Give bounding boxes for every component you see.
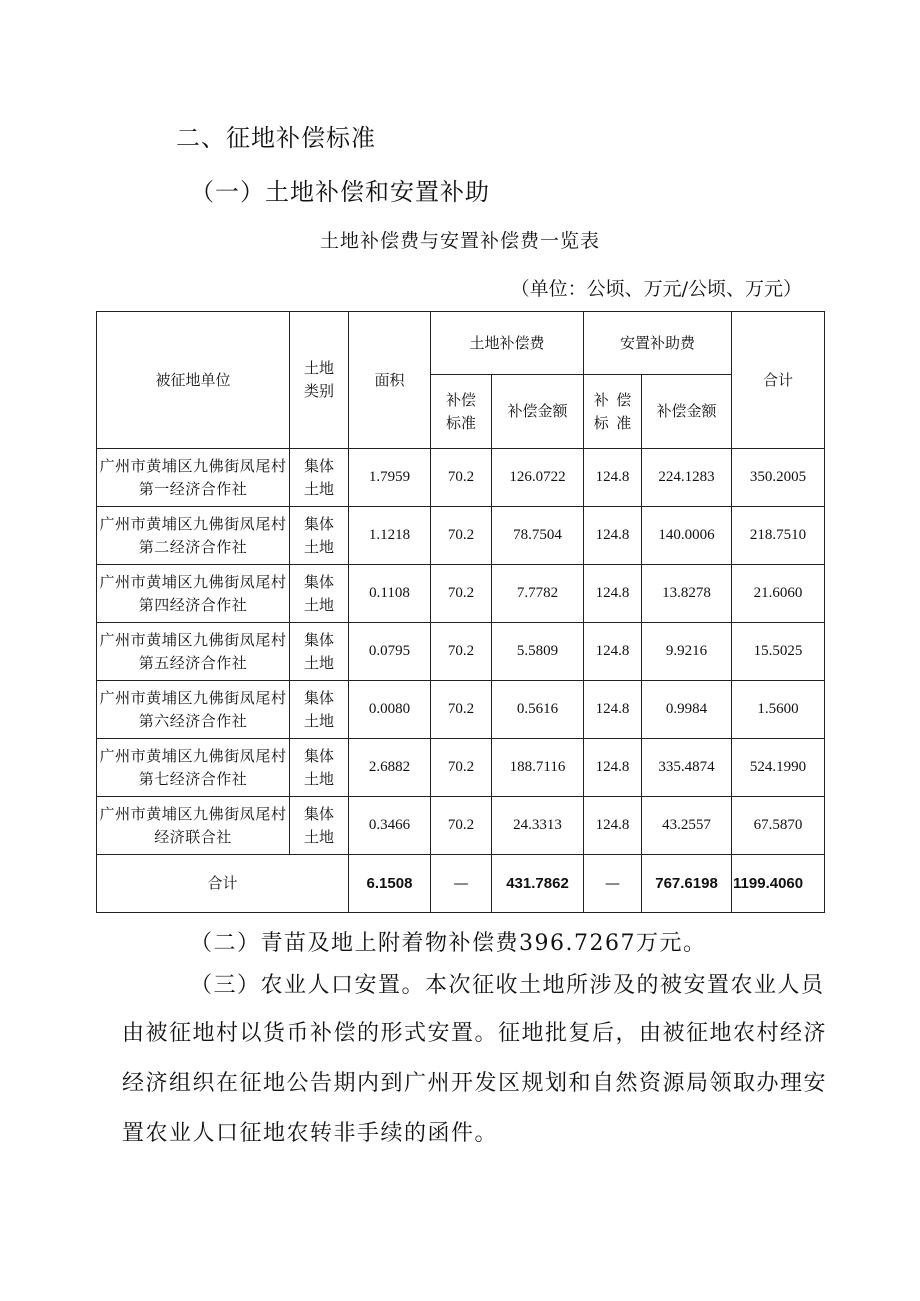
header-resettlement-subsidy: 安置补助费 — [584, 312, 732, 375]
cell-resettle-amount: 9.9216 — [642, 623, 732, 681]
cell-unit: 广州市黄埔区九佛街凤尾村第四经济合作社 — [97, 565, 290, 623]
subsection-heading: （一）土地补偿和安置补助 — [190, 178, 490, 206]
cell-area: 0.0795 — [349, 623, 431, 681]
cell-unit: 广州市黄埔区九佛街凤尾村第一经济合作社 — [97, 449, 290, 507]
cell-land-amount: 78.7504 — [492, 507, 584, 565]
paragraph-resettlement-line-2: 由被征地村以货币补偿的形式安置。征地批复后，由被征地农村经济 — [122, 1021, 828, 1046]
cell-total-resettle-amount: 767.6198 — [642, 855, 732, 913]
cell-total: 524.1990 — [732, 739, 825, 797]
paragraph-seedling-compensation: （二）青苗及地上附着物补偿费396.7267万元。 — [190, 931, 707, 956]
cell-land-type: 集体土地 — [290, 449, 349, 507]
cell-land-amount: 5.5809 — [492, 623, 584, 681]
cell-area: 0.1108 — [349, 565, 431, 623]
cell-total-land-amount: 431.7862 — [492, 855, 584, 913]
cell-resettle-amount: 224.1283 — [642, 449, 732, 507]
header-total: 合计 — [732, 312, 825, 449]
header-unit: 被征地单位 — [97, 312, 290, 449]
cell-resettle-standard: 124.8 — [584, 507, 642, 565]
cell-unit: 广州市黄埔区九佛街凤尾村第六经济合作社 — [97, 681, 290, 739]
cell-unit: 广州市黄埔区九佛街凤尾村第七经济合作社 — [97, 739, 290, 797]
cell-resettle-amount: 43.2557 — [642, 797, 732, 855]
cell-land-standard: 70.2 — [431, 681, 492, 739]
table-total-row — [97, 855, 825, 913]
cell-resettle-standard: 124.8 — [584, 623, 642, 681]
cell-total: 350.2005 — [732, 449, 825, 507]
cell-land-amount: 7.7782 — [492, 565, 584, 623]
cell-resettle-standard: 124.8 — [584, 681, 642, 739]
cell-area: 0.3466 — [349, 797, 431, 855]
cell-unit: 广州市黄埔区九佛街凤尾村经济联合社 — [97, 797, 290, 855]
cell-area: 2.6882 — [349, 739, 431, 797]
cell-area: 1.1218 — [349, 507, 431, 565]
cell-land-standard: 70.2 — [431, 565, 492, 623]
cell-total-area: 6.1508 — [349, 855, 431, 913]
cell-land-standard: 70.2 — [431, 507, 492, 565]
cell-area: 0.0080 — [349, 681, 431, 739]
table-row — [97, 565, 825, 623]
cell-total: 21.6060 — [732, 565, 825, 623]
paragraph-resettlement-line-3: 经济组织在征地公告期内到广州开发区规划和自然资源局领取办理安 — [122, 1071, 828, 1096]
cell-resettle-standard: 124.8 — [584, 797, 642, 855]
cell-resettle-amount: 13.8278 — [642, 565, 732, 623]
header-land-type: 土地类别 — [290, 312, 349, 449]
cell-total: 15.5025 — [732, 623, 825, 681]
cell-unit: 广州市黄埔区九佛街凤尾村第二经济合作社 — [97, 507, 290, 565]
cell-land-amount: 24.3313 — [492, 797, 584, 855]
cell-total-label: 合计 — [97, 855, 349, 913]
cell-land-type: 集体土地 — [290, 507, 349, 565]
paragraph-resettlement-line-4: 置农业人口征地农转非手续的函件。 — [122, 1121, 499, 1146]
cell-land-standard: 70.2 — [431, 739, 492, 797]
cell-resettle-amount: 140.0006 — [642, 507, 732, 565]
cell-total: 218.7510 — [732, 507, 825, 565]
cell-land-standard: 70.2 — [431, 797, 492, 855]
cell-land-standard: 70.2 — [431, 623, 492, 681]
cell-resettle-standard: 124.8 — [584, 739, 642, 797]
cell-land-type: 集体土地 — [290, 681, 349, 739]
cell-land-amount: 126.0722 — [492, 449, 584, 507]
cell-resettle-standard: 124.8 — [584, 449, 642, 507]
cell-land-type: 集体土地 — [290, 739, 349, 797]
compensation-table — [96, 311, 825, 913]
cell-unit: 广州市黄埔区九佛街凤尾村第五经济合作社 — [97, 623, 290, 681]
table-row — [97, 797, 825, 855]
cell-land-amount: 0.5616 — [492, 681, 584, 739]
cell-resettle-amount: 335.4874 — [642, 739, 732, 797]
cell-land-type: 集体土地 — [290, 565, 349, 623]
cell-land-type: 集体土地 — [290, 623, 349, 681]
cell-resettle-standard: 124.8 — [584, 565, 642, 623]
table-unit-note: （单位：公顷、万元/公顷、万元） — [510, 278, 802, 300]
table-row — [97, 739, 825, 797]
table-row — [97, 507, 825, 565]
header-land-amount: 补偿金额 — [492, 375, 584, 449]
cell-grand-total: 1199.4060 — [732, 855, 825, 913]
header-area: 面积 — [349, 312, 431, 449]
cell-area: 1.7959 — [349, 449, 431, 507]
cell-total-land-standard: — — [431, 855, 492, 913]
cell-total: 1.5600 — [732, 681, 825, 739]
section-heading: 二、征地补偿标准 — [176, 124, 376, 152]
cell-land-amount: 188.7116 — [492, 739, 584, 797]
table-row — [97, 449, 825, 507]
cell-total: 67.5870 — [732, 797, 825, 855]
cell-total-resettle-standard: — — [584, 855, 642, 913]
cell-land-standard: 70.2 — [431, 449, 492, 507]
table-row — [97, 623, 825, 681]
cell-land-type: 集体土地 — [290, 797, 349, 855]
cell-resettle-amount: 0.9984 — [642, 681, 732, 739]
table-row — [97, 681, 825, 739]
header-land-compensation: 土地补偿费 — [431, 312, 584, 375]
header-land-standard: 补偿标准 — [431, 375, 492, 449]
header-resettle-standard: 补偿标准 — [584, 375, 642, 449]
paragraph-resettlement-line-1: （三）农业人口安置。本次征收土地所涉及的被安置农业人员 — [190, 973, 825, 998]
header-resettle-amount: 补偿金额 — [642, 375, 732, 449]
table-title: 土地补偿费与安置补偿费一览表 — [319, 230, 600, 252]
